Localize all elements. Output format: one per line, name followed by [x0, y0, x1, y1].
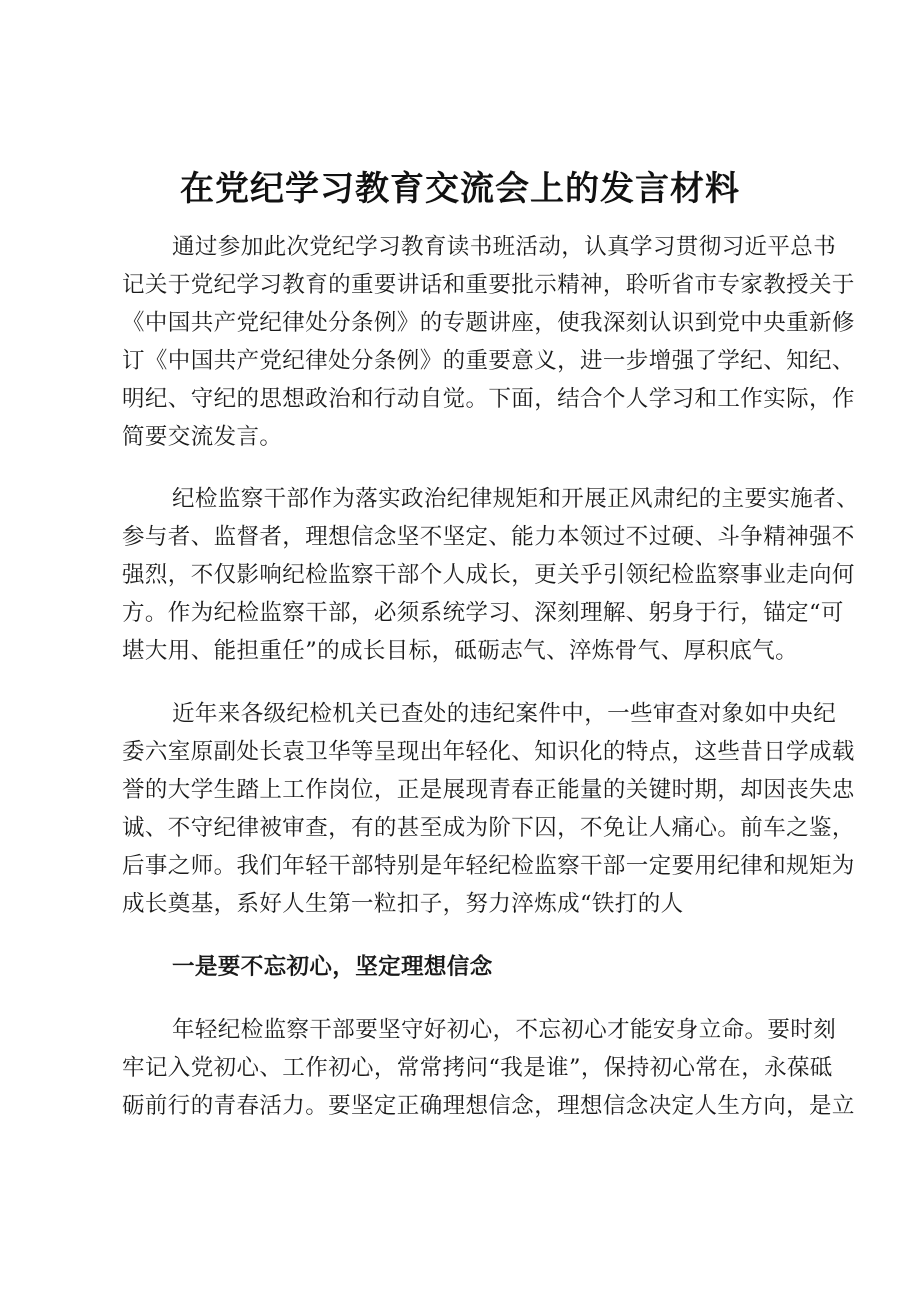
paragraph-line: 通过参加此次党纪学习教育读书班活动，认真学习贯彻习近平总书: [172, 234, 837, 260]
section-heading: 一是要不忘初心，坚定理想信念: [172, 954, 493, 980]
paragraph-line: 订《中国共产党纪律处分条例》的重要意义，进一步增强了学纪、知纪、: [122, 348, 855, 374]
paragraph-line: 参与者、监督者，理想信念坚不坚定、能力本领过不过硬、斗争精神强不: [122, 524, 855, 550]
paragraph-line: 成长奠基，系好人生第一粒扣子，努力淬炼成“铁打的人: [122, 891, 684, 917]
paragraph-line: 委六室原副处长袁卫华等呈现出年轻化、知识化的特点，这些昔日学成载: [122, 739, 855, 765]
paragraph-line: 誉的大学生踏上工作岗位，正是展现青春正能量的关键时期，却因丧失忠: [122, 777, 855, 803]
paragraph-line: 诚、不守纪律被审查，有的甚至成为阶下囚，不免让人痛心。前车之鉴，: [122, 815, 855, 841]
paragraph-line: 纪检监察干部作为落实政治纪律规矩和开展正风肃纪的主要实施者、: [172, 486, 860, 512]
paragraph-line: 后事之师。我们年轻干部特别是年轻纪检监察干部一定要用纪律和规矩为: [122, 853, 855, 879]
paragraph-line: 《中国共产党纪律处分条例》的专题讲座，使我深刻认识到党中央重新修: [122, 310, 855, 336]
paragraph-line: 强烈，不仅影响纪检监察干部个人成长，更关乎引领纪检监察事业走向何: [122, 562, 855, 588]
paragraph-line: 记关于党纪学习教育的重要讲话和重要批示精神，聆听省市专家教授关于: [122, 272, 855, 298]
paragraph-line: 砺前行的青春活力。要坚定正确理想信念，理想信念决定人生方向，是立: [122, 1093, 855, 1119]
page-title: 在党纪学习教育交流会上的发言材料: [180, 169, 740, 209]
paragraph-line: 牢记入党初心、工作初心，常常拷问“我是谁”，保持初心常在，永葆砥: [122, 1055, 833, 1081]
paragraph-line: 年轻纪检监察干部要坚守好初心，不忘初心才能安身立命。要时刻: [172, 1017, 837, 1043]
paragraph-line: 简要交流发言。: [122, 424, 283, 450]
paragraph-line: 堪大用、能担重任”的成长目标，砥砺志气、淬炼骨气、厚积底气。: [122, 638, 799, 664]
paragraph-line: 明纪、守纪的思想政治和行动自觉。下面，结合个人学习和工作实际，作: [122, 386, 855, 412]
paragraph-line: 方。作为纪检监察干部，必须系统学习、深刻理解、躬身于行，锚定“可: [122, 600, 844, 626]
paragraph-line: 近年来各级纪检机关已查处的违纪案件中，一些审查对象如中央纪: [172, 701, 837, 727]
